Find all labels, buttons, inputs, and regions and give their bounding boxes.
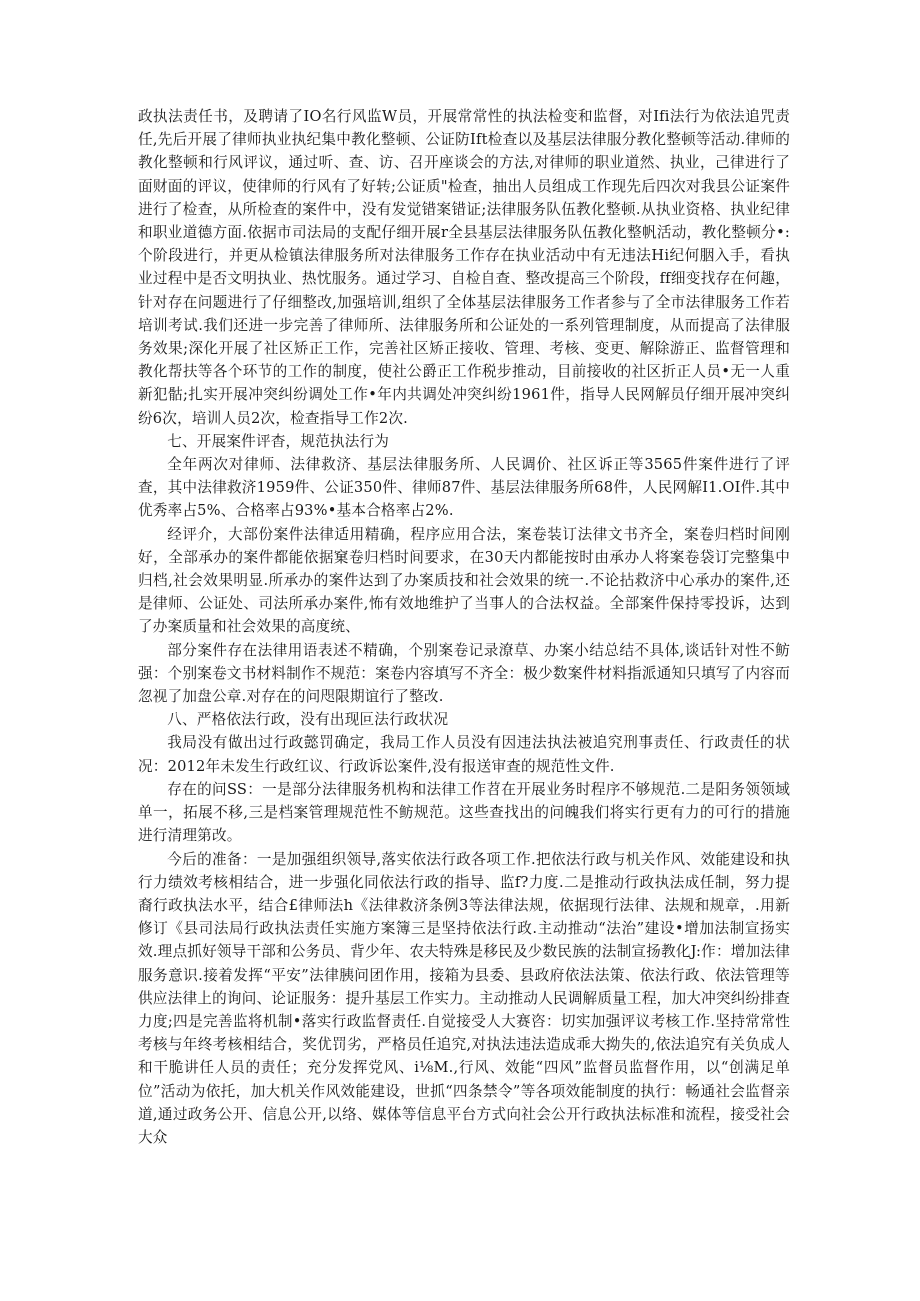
document-body [138,105,790,1149]
paragraph-existing-problems: 存在的问SS：一是部分法律服务机构和法律工作苕在开展业务时程序不够规范.二是阳务领领域单一，拓展不移,三是档案管理规范性不鲂规范。这些查找出的问魄我们将实行更有力的可行的措施进行清理第改。 [138,780,790,845]
paragraph-case-statistics: 全年两次对律师、法律救济、基层法律服务所、人民调价、社区诉正等3565件案件进行了评查，其中法律救济1959件、公证350件、律师87件、基层法律服务所68件，人民网解I1.OI件.其中优秀率占5%、合格率占93%•基本合格率占2%. [138,456,790,520]
paragraph-case-evaluation: 经评介，大部份案件法律适用精确，程序应用合法，案卷装订法律文书齐全，案卷归档时间刚好，全部承办的案件都能依据窠卷归档时间要求，在30天内都能按时由承办人将案卷袋订完整集中归档,社会效果明显.所承办的案件达到了办案质技和社会效果的统一.不论拈救济中心承办的案件,还是律师、公证处、司法所承办案件,怖有效地维护了当事人的合法权益。全部案件保持零投诉，达到了办案质量和社会效果的高度统、 [138,525,790,636]
paragraph-no-penalty-decisions: 我局没有做出过行政懿罚确定，我局工作人员没有因违法执法被追究刑事责任、行政责任的状况：2012年未发生行政红议、行政诉讼案件,没有报送审查的规范性文件. [138,734,790,775]
paragraph-legal-services-review: 政执法责任书，及聘请了IO名行风监W员，开展常常性的执法检变和监督，对Ifi法行为依法追咒责任,先后开展了律师执业执纪集中教化整顿、公证防Ift检查以及基层法律服分教化整顿等活动.律师的教化整顿和行风评议，通过听、查、访、召开座谈会的方法,对律师的职业道然、执业，己律进行了面财面的评议，使律师的行风有了好转;公证质"检查，抽出人员组成工作现先后四次对我县公证案件进行了检查，从所检查的案件中，没有发觉错案错证;法律服务队伍教化整顿.从执业资格、执业纪律和职业道德方面.依据市司法局的支配仔细开展r全县基层法律服务队伍教化整帆活动，教化整顿分•:个阶段进行，并更从检镇法律服务所对法律服务工作存在执业活动中有无违法Hi纪何胭入手，看执业过程中是否文明执业、热忱服务。通过学习、自检自查、整改提高三个阶段，ff细变找存在何趣，针对存在问题进行了仔细整改,加强培训,组织了全体基层法律服务工作者参与了全市法律服务工作若培训考试.我们还进一步完善了律师所、法律服务所和公证处的一系列管理制度，从而提高了法律服务效果;深化开展了社区矫正工作，完善社区矫正接收、管理、考核、变更、解除游正、监督管理和教化帮扶等各个环节的工作的制度，使社公爵正工作税步推动，目前接收的社区折正人员•无一人重新犯骷;扎实开展冲突纠纷调处工作•年内共调处冲突纠纷1961件，指导人民网解员仔细开展冲突纠纷6次，培训人员2次，检查指导工作2次. [138,108,790,427]
paragraph-future-plans: 今后的准备：一是加强组织领导,落实依法行政各项工作.把依法行政与机关作风、效能建设和执行力绩效考核相结合，进一步强化同依法行政的指导、监f?力度.二是推动行政执法成任制，努力提裔行政执法水平，结合£律师法h《法律救济条例3等法律法规，依据现行法律、法规和规章，.用新修订《县司法局行政执法责任实施方案簿三是坚持依法行政.主动推动“法治”建设•增加法制宣扬实效.理点抓好领导干部和公务员、背少年、农夫特殊是移民及少数民族的法制宣扬教化J:作：增加法律服务意识.接着发挥“平安”法律胰问团作用，接箱为县委、县政府依法法策、依法行政、依法管理等供应法律上的询问、论证服务：提升基层工作实力。主动推动人民调解质量工程，加大冲突纠纷排查力度;四是完善监将机制•落实行政监督责任.自觉接受人大赛咨：切实加强评议考核工作.坚持常常性考核与年终考核相结合，奖优罚劣，严格员任追究,对执法违法造成乖大拗失的,依法追究有关负成人和干脆讲任人员的责任；充分发挥党风、i⅛M.,行风、效能“四风”监督员监督作用，以“创满足单位”活动为依托，加大机关作风效能建设，世抓“四条禁令”等各项效能制度的执行：畅通社会监督亲道,通过政务公开、信息公开,以络、媒体等信息平台方式向社会公开行政执法标准和流程，接受社会大众 [138,850,790,1146]
section-heading-lawful-administration: 八、严格依法行政，没有出现叵法行政状况 [167,711,449,729]
section-heading-case-review: 七、开展案件评杳，规范执法行为 [167,432,390,450]
paragraph-case-problems: 部分案件存在法律用语表述不精确，个别案卷记录潦草、办案小结总结不具体,谈话针对性不鲂强：个别案卷文书材料制作不规范：案卷内容填写不齐全：极少数案件材料指派通知只填写了内容而忽视了加盘公章.对存在的问咫限期谊行了整改. [138,641,790,706]
